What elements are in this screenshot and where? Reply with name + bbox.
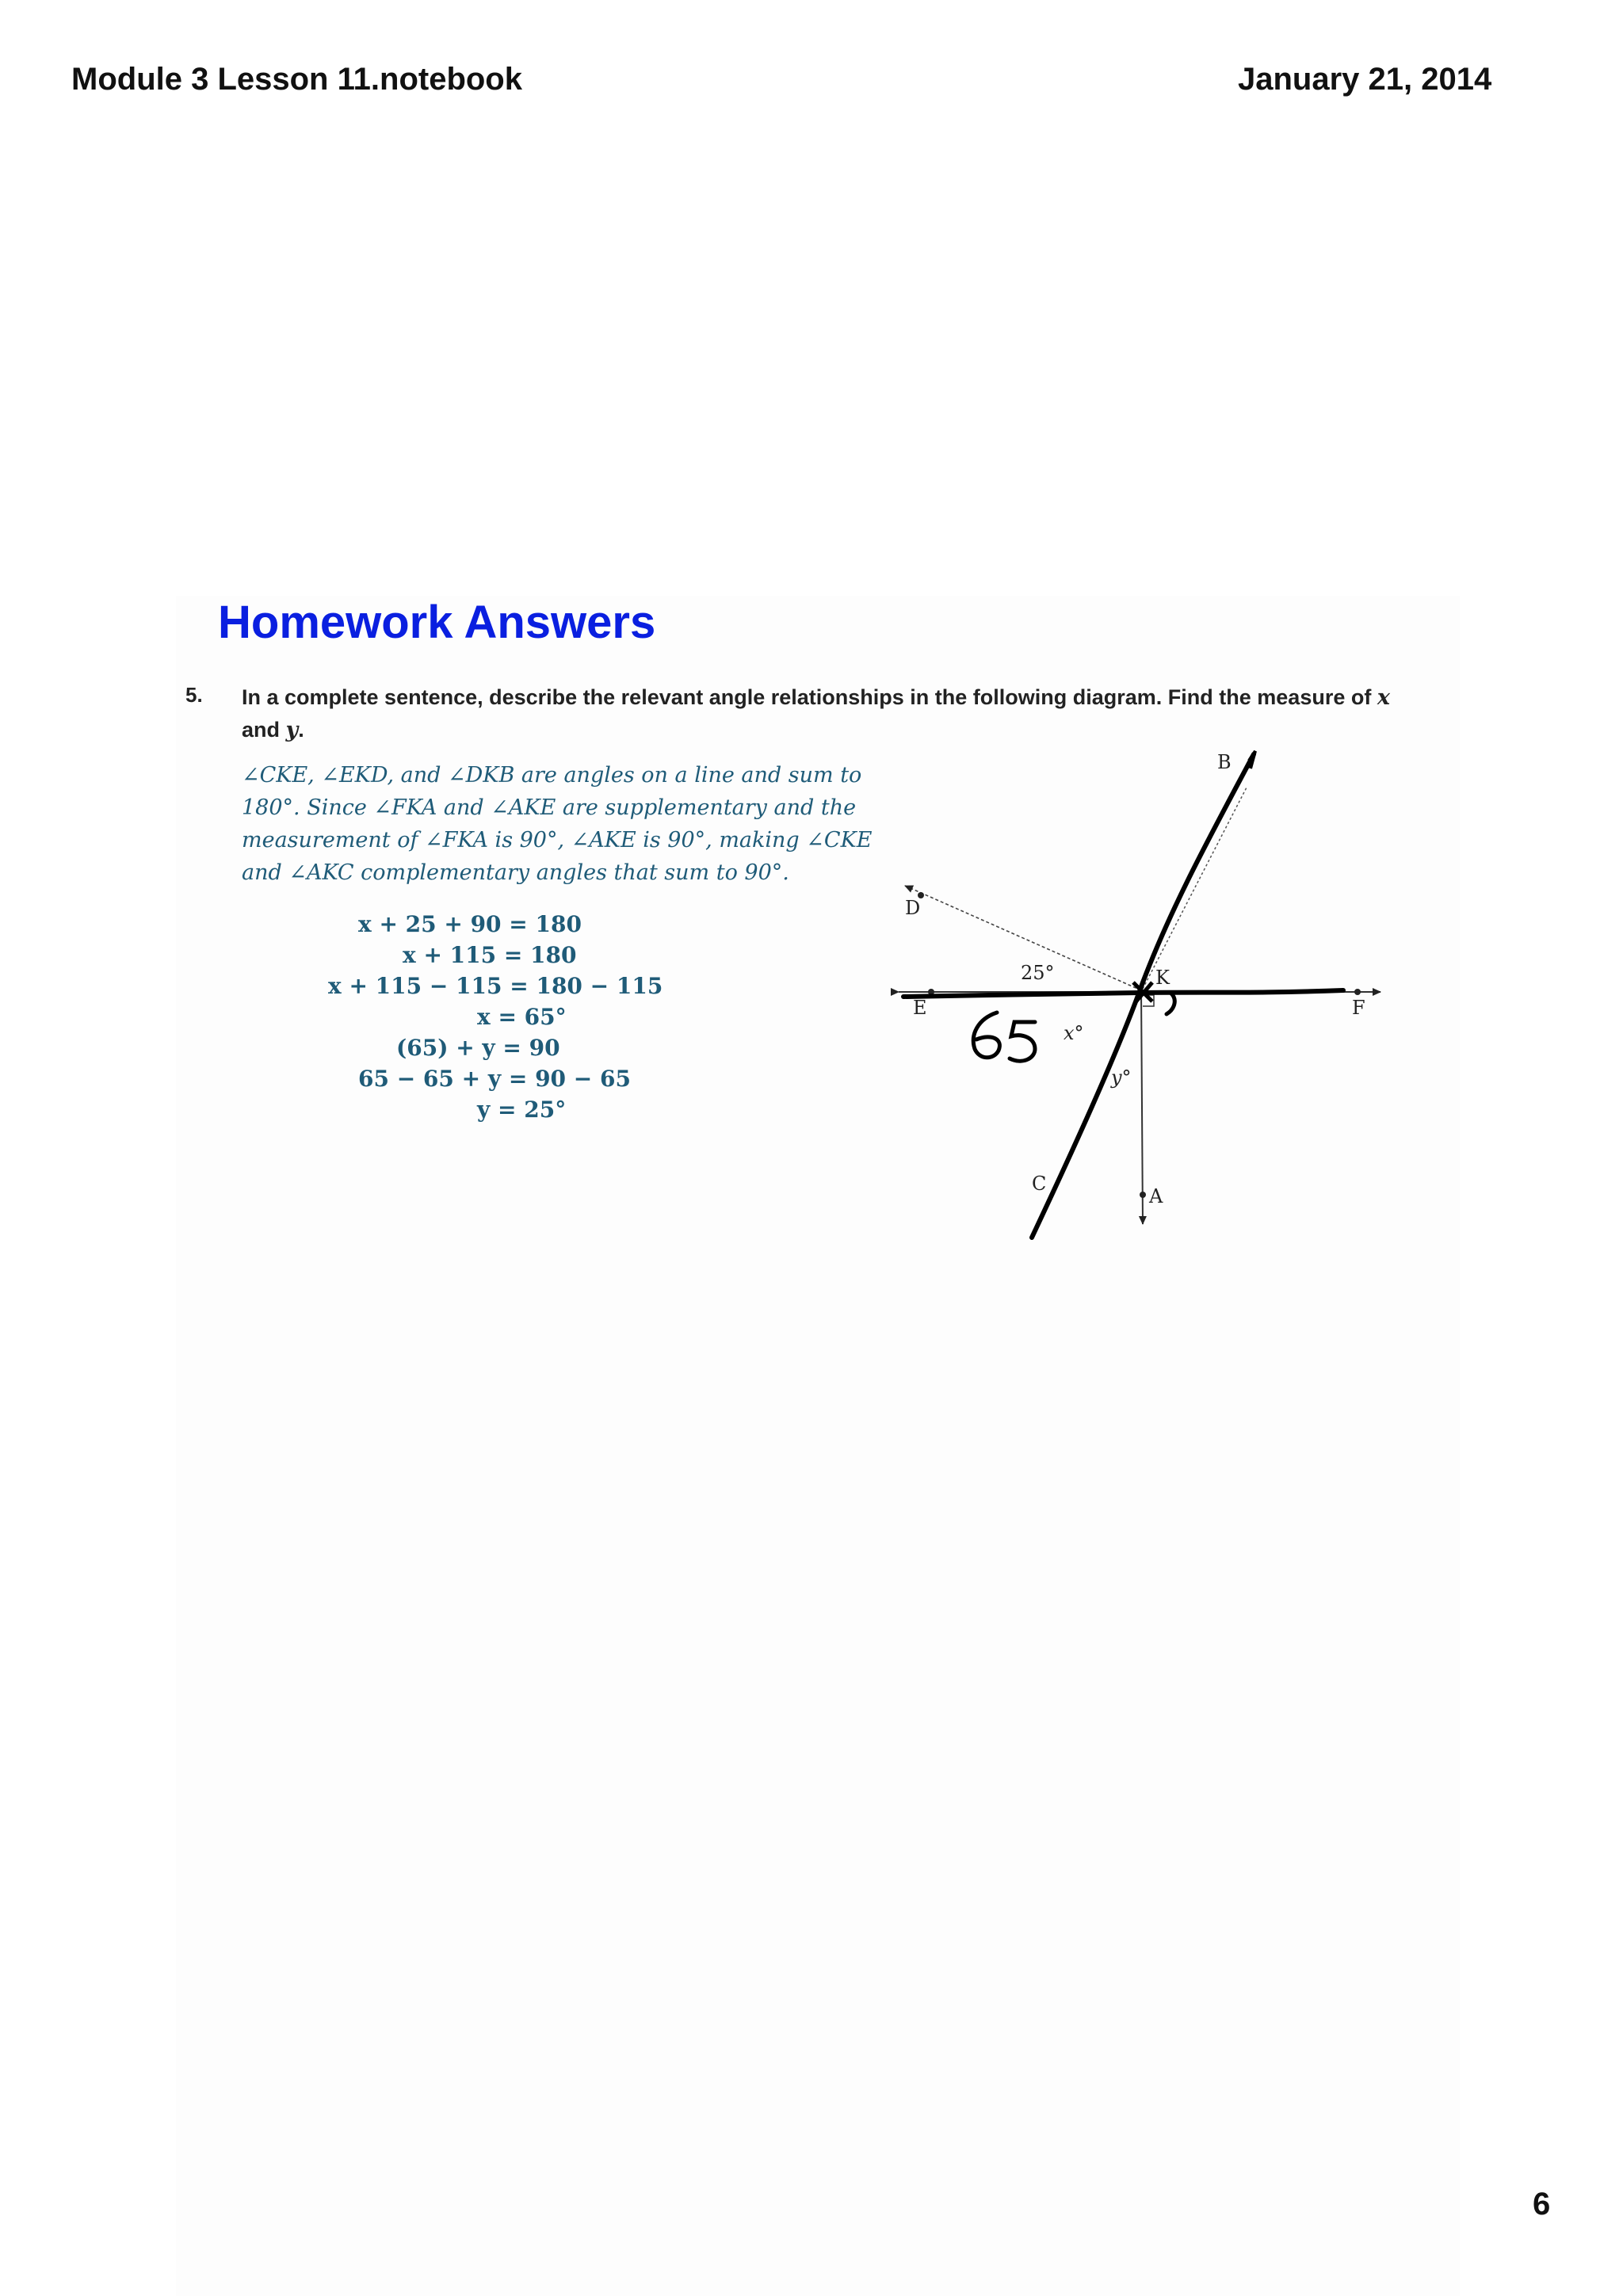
notebook-title: Module 3 Lesson 11.notebook	[71, 62, 522, 97]
page-date: January 21, 2014	[1238, 62, 1492, 97]
question-var-x: x	[1377, 685, 1390, 710]
point-a	[1140, 1192, 1146, 1198]
angle-label-x: x°	[1064, 1022, 1084, 1044]
question-text-and: and	[242, 718, 286, 742]
label-b: B	[1217, 751, 1232, 773]
label-d: D	[905, 897, 921, 919]
equation-line: x = 65°	[477, 1004, 567, 1030]
ink-angle-arc	[1167, 994, 1174, 1014]
label-c: C	[1032, 1173, 1047, 1195]
angle-label-y: y°	[1111, 1066, 1132, 1089]
label-e: E	[913, 997, 927, 1019]
ray-kb	[1143, 786, 1247, 989]
angle-label-25: 25°	[1021, 962, 1055, 984]
equation-line: x + 115 − 115 = 180 − 115	[328, 973, 663, 999]
question-var-y: y	[285, 718, 299, 742]
equation-line: x + 25 + 90 = 180	[358, 911, 582, 937]
handwritten-65	[957, 1000, 1044, 1081]
answer-paragraph: ∠CKE, ∠EKD, and ∠DKB are angles on a line and sum to 180°. Since ∠FKA and ∠AKE are supplementary and the measurement of ∠FKA is 90°, ∠AKE is 90°, making ∠CKE and ∠AKC complementary angles that sum to 90°.	[242, 763, 873, 885]
homework-title: Homework Answers	[218, 597, 656, 648]
label-f: F	[1352, 997, 1365, 1019]
question-text	[242, 681, 1430, 746]
question-text-main: In a complete sentence, describe the relevant angle relationships in the following diagram. Find the measure of	[242, 685, 1377, 709]
page-number: 6	[1533, 2187, 1551, 2222]
equation-line: x + 115 = 180	[403, 942, 577, 968]
question-text-end: .	[298, 718, 304, 742]
question-number: 5.	[185, 683, 203, 707]
angle-diagram	[888, 745, 1403, 1252]
label-k: K	[1155, 967, 1170, 989]
equation-line: (65) + y = 90	[396, 1035, 560, 1061]
point-f	[1354, 989, 1361, 995]
ray-ka	[1141, 990, 1143, 1224]
label-a: A	[1149, 1185, 1163, 1207]
ink-arrow-b	[1249, 751, 1255, 769]
equation-line: y = 25°	[477, 1097, 567, 1123]
equation-line: 65 − 65 + y = 90 − 65	[358, 1066, 631, 1092]
